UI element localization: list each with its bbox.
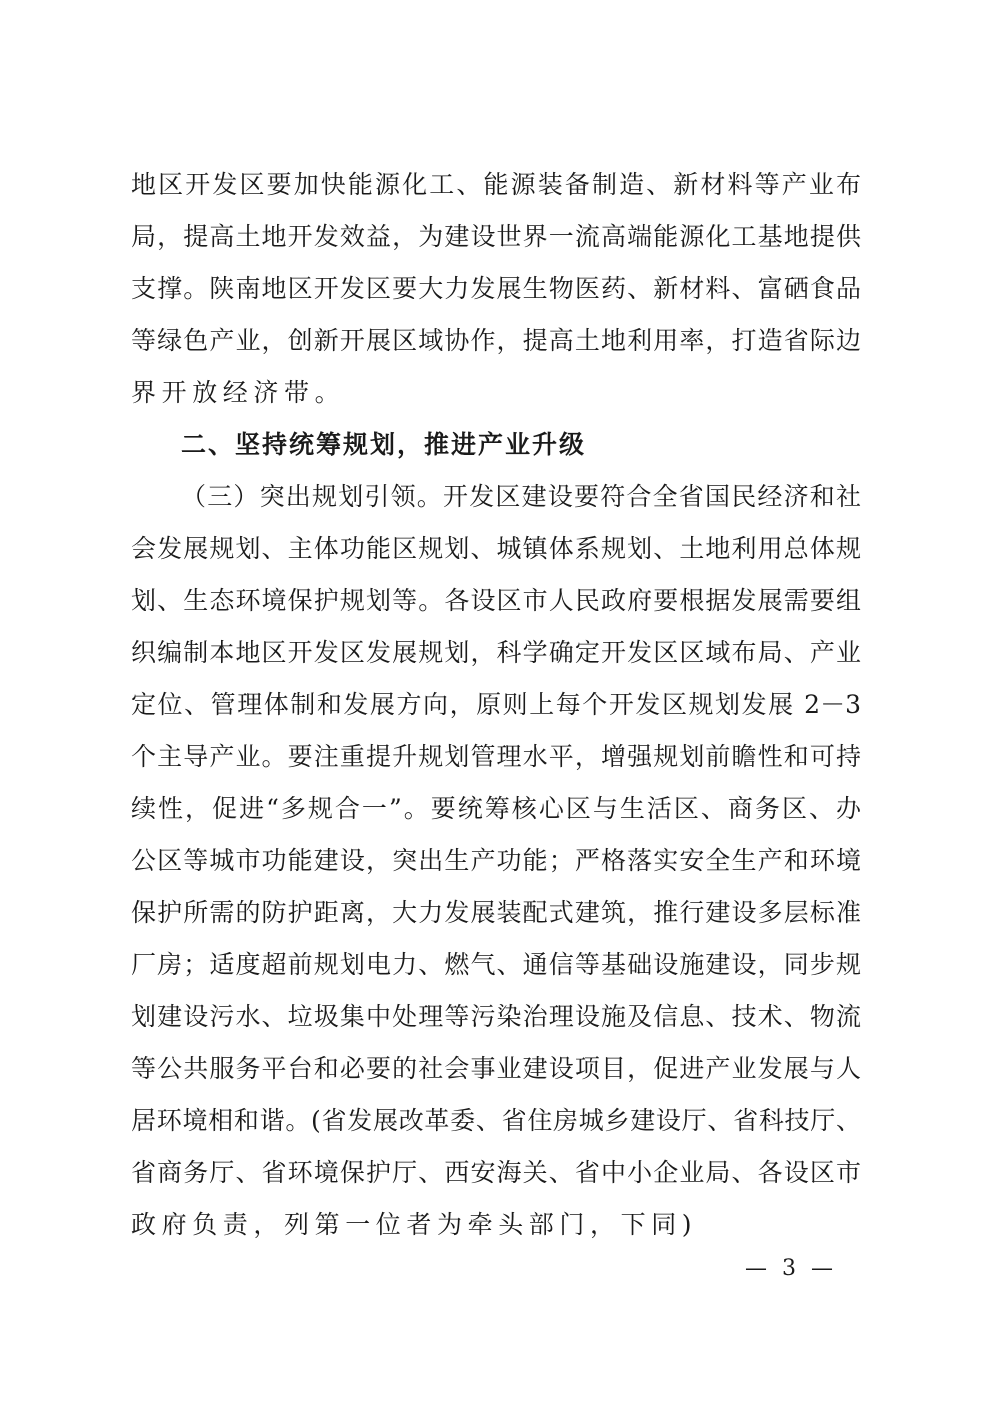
paragraph-2-line: 会发展规划、主体功能区规划、城镇体系规划、土地利用总体规 (131, 534, 861, 563)
paragraph-2-line: 划建设污水、垃圾集中处理等污染治理设施及信息、技术、物流 (131, 1002, 861, 1031)
paragraph-1-line: 支撑。陕南地区开发区要大力发展生物医药、新材料、富硒食品 (131, 274, 861, 303)
paragraph-2-line: 续性，促进“多规合一”。要统筹核心区与生活区、商务区、办 (131, 794, 861, 823)
paragraph-2-line: 省商务厅、省环境保护厅、西安海关、省中小企业局、各设区市 (131, 1158, 861, 1187)
paragraph-1-line: 地区开发区要加快能源化工、能源装备制造、新材料等产业布 (131, 170, 861, 199)
paragraph-1-line: 等绿色产业，创新开展区域协作，提高土地利用率，打造省际边 (131, 326, 861, 355)
paragraph-2-line: （三）突出规划引领。开发区建设要符合全省国民经济和社 (181, 482, 861, 511)
paragraph-2-line: 公区等城市功能建设，突出生产功能；严格落实安全生产和环境 (131, 846, 861, 875)
paragraph-2-line: 划、生态环境保护规划等。各设区市人民政府要根据发展需要组 (131, 586, 861, 615)
paragraph-2-line: 居环境相和谐。(省发展改革委、省住房城乡建设厅、省科技厅、 (131, 1106, 861, 1135)
paragraph-2-line: 定位、管理体制和发展方向，原则上每个开发区规划发展 2－3 (131, 690, 861, 719)
paragraph-2-line: 织编制本地区开发区发展规划，科学确定开发区区域布局、产业 (131, 638, 861, 667)
paragraph-1-line: 界开放经济带。 (131, 378, 346, 407)
paragraph-1-line: 局，提高土地开发效益，为建设世界一流高端能源化工基地提供 (131, 222, 861, 251)
paragraph-2-line: 厂房；适度超前规划电力、燃气、通信等基础设施建设，同步规 (131, 950, 861, 979)
paragraph-2-line: 个主导产业。要注重提升规划管理水平，增强规划前瞻性和可持 (131, 742, 861, 771)
paragraph-2-line: 等公共服务平台和必要的社会事业建设项目，促进产业发展与人 (131, 1054, 861, 1083)
paragraph-2-line: 政府负责，列第一位者为牵头部门，下同) (131, 1210, 698, 1239)
section-heading: 二、坚持统筹规划，推进产业升级 (181, 430, 587, 459)
paragraph-2-line: 保护所需的防护距离，大力发展装配式建筑，推行建设多层标准 (131, 898, 861, 927)
page-number: — 3 — (745, 1256, 837, 1281)
